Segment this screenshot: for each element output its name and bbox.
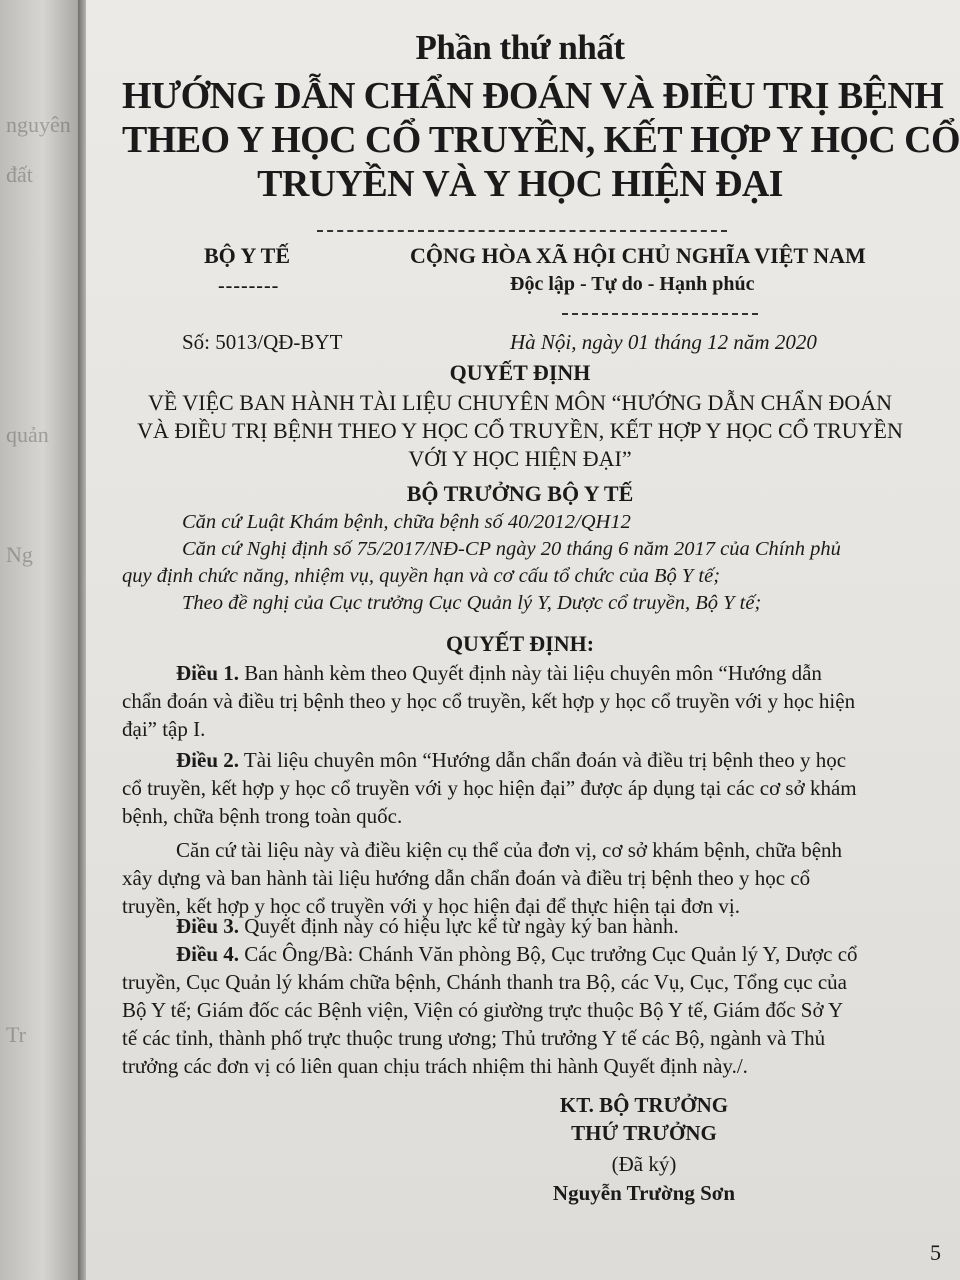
republic-name: CỘNG HÒA XÃ HỘI CHỦ NGHĨA VIỆT NAM — [410, 243, 866, 268]
article-text: trưởng các đơn vị có liên quan chịu trách nhiệm thi hành Quyết định này./. — [122, 1054, 748, 1078]
signatory-name: Nguyễn Trường Sơn — [552, 1181, 736, 1205]
article-1 — [122, 659, 918, 743]
ministry-name: BỘ Y TẾ — [204, 243, 290, 268]
main-title — [122, 74, 960, 206]
implementation-basis — [122, 836, 918, 920]
article-text: xây dựng và ban hành tài liệu hướng dẫn chẩn đoán và điều trị bệnh theo y học cổ — [122, 866, 811, 890]
national-motto: Độc lập - Tự do - Hạnh phúc — [510, 273, 755, 295]
decides-heading: QUYẾT ĐỊNH: — [445, 631, 595, 656]
article-label: Điều 2. — [176, 748, 239, 772]
article-text: tế các tỉnh, thành phố trực thuộc trung ương; Thủ trưởng Y tế các Bộ, ngành và Thủ — [122, 1026, 826, 1050]
bleed-through-text: đất — [6, 162, 33, 187]
bleed-through-text: Ng — [6, 542, 33, 567]
place-date: Hà Nội, ngày 01 tháng 12 năm 2020 — [510, 330, 817, 354]
article-3 — [122, 912, 918, 940]
basis-line: Theo đề nghị của Cục trưởng Cục Quản lý Y, Dược cổ truyền, Bộ Y tế; — [182, 592, 762, 614]
book-gutter — [78, 0, 86, 1280]
article-text: Căn cứ tài liệu này và điều kiện cụ thể của đơn vị, cơ sở khám bệnh, chữa bệnh — [176, 838, 843, 862]
article-label: Điều 3. — [176, 914, 239, 938]
article-text: Các Ông/Bà: Chánh Văn phòng Bộ, Cục trưởng Cục Quản lý Y, Dược cổ — [239, 942, 858, 966]
bleed-through-text: nguyên — [6, 112, 71, 137]
document-page — [86, 0, 960, 1280]
article-2 — [122, 746, 918, 830]
part-title: Phần thứ nhất — [415, 28, 625, 67]
subject-line: VỚI Y HỌC HIỆN ĐẠI” — [408, 446, 632, 471]
previous-page-edge — [0, 0, 78, 1280]
decision-subject — [122, 389, 918, 473]
signature-signed: (Đã ký) — [611, 1152, 677, 1176]
motto-underline — [562, 313, 758, 315]
decision-number: Số: 5013/QĐ-BYT — [182, 330, 343, 354]
basis-line: Căn cứ Nghị định số 75/2017/NĐ-CP ngày 20 tháng 6 năm 2017 của Chính phủ — [182, 538, 841, 560]
article-text: Bộ Y tế; Giám đốc các Bệnh viện, Viện có giường trực thuộc Bộ Y tế, Giám đốc Sở Y — [122, 998, 844, 1022]
subject-line: VÀ ĐIỀU TRỊ BỆNH THEO Y HỌC CỔ TRUYỀN, KẾT HỢP Y HỌC CỔ TRUYỀN — [137, 418, 903, 443]
basis-line: Căn cứ Luật Khám bệnh, chữa bệnh số 40/2012/QH12 — [182, 511, 631, 533]
article-text: truyền, Cục Quản lý khám chữa bệnh, Chánh thanh tra Bộ, các Vụ, Cục, Tổng cục của — [122, 970, 847, 994]
article-text: cổ truyền, kết hợp y học cổ truyền với y học hiện đại” được áp dụng tại các cơ sở khám — [122, 776, 857, 800]
basis-line: quy định chức năng, nhiệm vụ, quyền hạn và cơ cấu tổ chức của Bộ Y tế; — [122, 565, 721, 587]
main-title-line: THEO Y HỌC CỔ TRUYỀN, KẾT HỢP Y HỌC CỔ — [122, 119, 960, 161]
page-number: 5 — [930, 1240, 941, 1265]
article-text: đại” tập I. — [122, 717, 206, 741]
article-text: Quyết định này có hiệu lực kể từ ngày ký ban hành. — [239, 914, 679, 938]
main-title-line: HƯỚNG DẪN CHẨN ĐOÁN VÀ ĐIỀU TRỊ BỆNH — [122, 75, 944, 117]
article-text: bệnh, chữa bệnh trong toàn quốc. — [122, 804, 403, 828]
article-label: Điều 4. — [176, 942, 239, 966]
bleed-through-text: quản — [6, 422, 49, 447]
title-separator — [317, 230, 727, 232]
ministry-underline: -------- — [218, 275, 280, 297]
issuer-header — [122, 243, 918, 323]
legal-basis — [122, 509, 918, 617]
signature-role: THỨ TRƯỞNG — [571, 1121, 717, 1145]
signature-block — [444, 1093, 844, 1206]
article-text: chẩn đoán và điều trị bệnh theo y học cổ truyền, kết hợp y học cổ truyền với y học hiện — [122, 689, 856, 713]
signature-title: KT. BỘ TRƯỞNG — [559, 1093, 729, 1117]
minister-heading: BỘ TRƯỞNG BỘ Y TẾ — [406, 481, 634, 506]
article-label: Điều 1. — [176, 661, 239, 685]
decision-heading: QUYẾT ĐỊNH — [449, 360, 591, 385]
bleed-through-text: Tr — [6, 1022, 26, 1047]
article-text: Tài liệu chuyên môn “Hướng dẫn chẩn đoán và điều trị bệnh theo y học — [239, 748, 847, 772]
article-4 — [122, 940, 918, 1080]
subject-line: VỀ VIỆC BAN HÀNH TÀI LIỆU CHUYÊN MÔN “HƯỚNG DẪN CHẨN ĐOÁN — [147, 390, 893, 415]
main-title-line: TRUYỀN VÀ Y HỌC HIỆN ĐẠI — [257, 163, 783, 205]
article-text: truyền, kết hợp y học cổ truyền với y học hiện đại để thực hiện tại đơn vị. — [122, 894, 740, 918]
article-text: Ban hành kèm theo Quyết định này tài liệu chuyên môn “Hướng dẫn — [239, 661, 822, 685]
